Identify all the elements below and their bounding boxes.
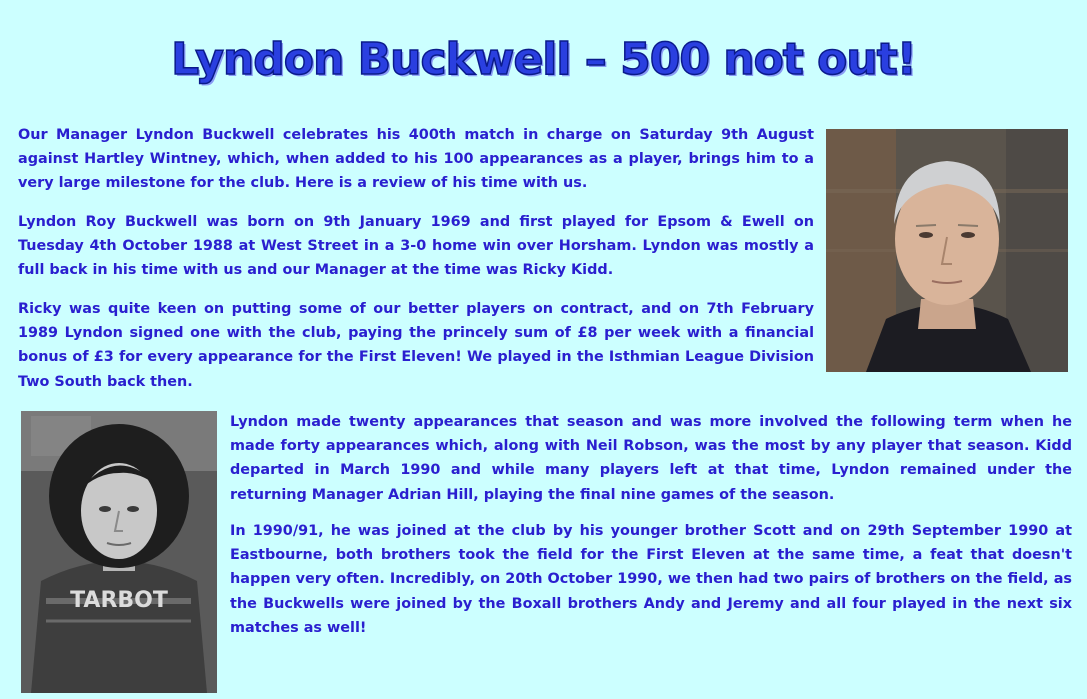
paragraph-intro: Our Manager Lyndon Buckwell celebrates his 400th match in charge on Saturday 9th August against Hartley Wintney, which, when added to his 100 appearances as a player, brings him to a very large milestone for the club. Here is a review of his time with us.: [18, 127, 814, 192]
shirt-sponsor-text: TARBOT: [70, 588, 168, 613]
paragraph-early-career: Lyndon Roy Buckwell was born on 9th January 1969 and first played for Epsom & Ewell on Tuesday 4th October 1988 at West Street in a 3-0 home win over Horsham. Lyndon was mostly a full back in his time with us and our Manager at the time was Ricky Kidd.: [18, 214, 814, 279]
paragraph-second-season: Lyndon made twenty appearances that season and was more involved the following term when he made forty appearances which, along with Neil Robson, was the most by any player that season. Kidd departed in March 1990 and while many players left at that time, Lyndon remained under the returning Manager Adrian Hill, playing the final nine games of the season.: [230, 414, 1072, 503]
manager-photo: [826, 129, 1068, 372]
player-photo: [21, 411, 217, 693]
paragraph-brothers: In 1990/91, he was joined at the club by his younger brother Scott and on 29th September 1990 at Eastbourne, both brothers took the field for the First Eleven at the same time, a feat that doesn't happen very often. Incredibly, on 20th October 1990, we then had two pairs of brothers on the field, as the Buckwells were joined by the Boxall brothers Andy and Jeremy and all four played in the next six matches as well!: [230, 523, 1072, 636]
paragraph-contract: Ricky was quite keen on putting some of our better players on contract, and on 7th February 1989 Lyndon signed one with the club, paying the princely sum of £8 per week with a financial bonus of £3 for every appearance for the First Eleven! We played in the Isthmian League Division Two South back then.: [18, 301, 814, 390]
page-title: Lyndon Buckwell – 500 not out!: [171, 34, 916, 85]
